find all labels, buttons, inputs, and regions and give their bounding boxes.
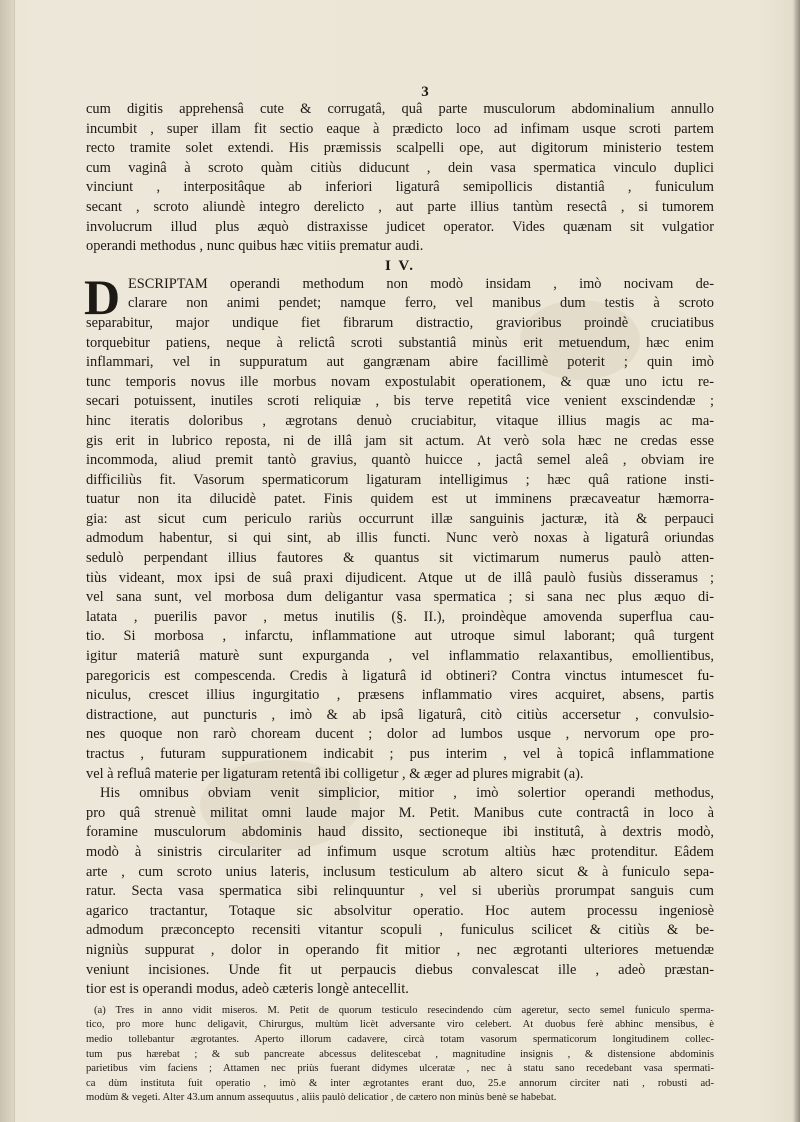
drop-cap: D (84, 268, 121, 325)
text-line: incumbit , super illam fit sectio eaque à prædicto loco ad infimam usque scroti partem (86, 120, 714, 137)
text-line: modùm & vegeti. Alter 43.um annum assequutus , aliis paulò delicatior , de cætero non minùs benè se habebat. (86, 1092, 557, 1104)
text-line: pro quâ strenuè militat omni laude major M. Petit. Manibus cute contractâ in loco à (86, 804, 714, 821)
text-line: gia: ast sicut cum periculo rariùs occurrunt illæ sanguinis jacturæ, ità & perpauci (86, 510, 714, 527)
text-line: vel à refluâ materie per ligaturam retentâ ibi colligetur , & æger ad plures migrabit (a). (86, 765, 584, 782)
text-line: paregoricis est compescenda. Credis à ligaturâ id obtineri? Contra vinctus intumescet fu- (86, 667, 714, 684)
text-line: niculus, crescet illius ingurgitatio , præsens inflammatio vires acquiret, absens, partis (86, 687, 714, 704)
text-line: ratur. Secta vasa spermatica sibi relinquuntur , vel si uberiùs prorumpat sanguis cum (86, 883, 714, 900)
text-line: distractione, aut puncturis , imò & ab ipsâ ligaturâ, citò citiùs accersetur , convulsio- (86, 706, 714, 723)
text-line: foramine musculorum abdominis haud dissito, sectioneque ibi institutâ, à dextris modò, (86, 824, 714, 841)
text-line: igitur materiâ maturè sunt expurganda , vel inflammatio relaxantibus, emollientibus, (86, 648, 714, 665)
text-line: involucrum illud plus æquò distraxisse judicet operator. Vides quænam sit vulgatior (86, 218, 714, 235)
text-line: medio tollebantur ægrotantes. Aperto illorum cadavere, circà totam vasorum spermaticorum longitudinem collec- (86, 1033, 714, 1045)
text-line: operandi methodus , nunc quibus hæc vitiis prematur audi. (86, 238, 424, 255)
text-line: arte , cum scroto unius lateris, inclusum testiculum ab altero sicut & à funiculo sepa- (86, 863, 714, 880)
petit-paragraph (86, 784, 714, 1000)
text-line: tum pus hærebat ; & sub pancreate abcessus delitescebat , magnitudine insignis , & distensione abdominis (86, 1048, 714, 1060)
text-line: separabitur, major undique fiet fibrarum distractio, gravioribus proindè cruciatibus (86, 314, 714, 331)
text-line: His omnibus obviam venit simplicior, mitior , imò solertior operandi methodus, (100, 785, 714, 802)
section-body (84, 268, 714, 784)
text-line: torquebitur patiens, neque à relictâ scroti substantiâ minùs erit metuendum, hæc enim (86, 334, 714, 351)
text-line: secari potuissent, inutiles scroti reliquiæ , bis terve repetitâ vice venient exscindendæ ; (86, 393, 714, 410)
section-paragraph (84, 268, 714, 784)
text-block (86, 84, 714, 1106)
text-line: inflammari, vel in suppuratum aut gangrænam abire facillimè poterit ; quin imò (86, 354, 714, 371)
intro-paragraph (86, 100, 714, 257)
text-line: tunc temporis novus ille morbus novam expostulabit operationem, & quæ uno ictu re- (86, 373, 714, 390)
text-line: nes quoque non rarò choream ducent ; dolor ad lumbos usque , nervorum ope pro- (86, 726, 714, 743)
text-line: secant , scroto aliundè integro derelicto , aut parte illius tantùm resectâ , si tumorem (86, 198, 714, 215)
text-line: parietibus vim faciens ; Attamen nec priùs fuerant didymes ulceratæ , nec à statu sano recedebant vasa spermati- (86, 1063, 714, 1075)
text-line: admodum habentur, si qui sint, ab illis functi. Nunc verò noxas à ligaturâ oriundas (86, 530, 714, 547)
text-line: gis erit in lubrico reposta, ni de illâ jam sit actum. At verò sola hæc ne credas esse (86, 432, 714, 449)
page-binding (0, 0, 15, 1122)
text-line: hinc iteratis doloribus , ægrotans denuò cruciabitur, vitaque illius magis ac ma- (86, 412, 714, 429)
text-line: admodum præconcepto recensiti vitantur scopuli , funiculus scilicet & citiùs & be- (86, 922, 714, 939)
text-line: ESCRIPTAM operandi methodum non modò insidam , imò nocivam de- (128, 275, 714, 292)
page-edge (794, 0, 800, 1122)
text-line: tiùs videant, mox ipsi de suâ praxi dijudicent. Atque ut de illâ paulò fusiùs disseramus ; (86, 569, 714, 586)
text-line: latata , puerilis pavor , metus inutilis (§. II.), proindèque amovenda superflua cau- (86, 608, 714, 625)
text-line: vinciunt , interpositâque ab inferiori ligaturâ semipollicis distantiâ , funiculum (86, 179, 714, 196)
text-line: cum digitis apprehensâ cute & corrugatâ, quâ parte musculorum abdominalium annullo (86, 101, 714, 117)
text-line: tio. Si morbosa , infarctu, inflammatione aut utroque simul laborant; quâ turgent (86, 628, 714, 645)
text-line: clarare non animi pendet; namque ferro, vel manibus dum testis à scroto (128, 295, 714, 312)
text-line: tico, pro more hunc deligavit, Chirurgus, multùm licèt adversante viro celebert. At duobus ferè abhinc mensibus, è (86, 1019, 714, 1031)
text-line: tior est is operandi modus, adeò cæteris longè antecellit. (86, 981, 409, 998)
text-line: vel sana sunt, vel morbosa dum deligantur vasa spermatica ; si sana nec plus æquo di- (86, 589, 714, 606)
page-number: 3 (421, 84, 429, 100)
text-line: difficiliùs fit. Vasorum spermaticorum ligaturam intelligimus ; hæc quâ ratione insti- (86, 471, 714, 488)
text-line: sedulò perpendant illius fautores & quantus sit victimarum numerus paulò atten- (86, 550, 714, 567)
text-line: (a) Tres in anno vidit miseros. M. Petit de quorum testiculo resecindendo cùm ageretur, secto semel funiculo sperma- (94, 1004, 714, 1016)
section-heading: I V. (385, 257, 415, 274)
text-line: cum vaginâ à scroto quàm citiùs diducunt , dein vasa spermatica vinculo duplici (86, 159, 714, 176)
text-line: nigniùs suppurat , dolor in operando fit mitior , nec ægrotanti ulteriores metuendæ (86, 941, 714, 958)
text-line: modò à sinistris circulariter ad infimum usque scrotum altiùs hæc protenditur. Eâdem (86, 843, 714, 860)
text-line: veniunt incisiones. Unde fit ut perpaucis diebus convalescat ille , adeò præstan- (86, 961, 714, 978)
text-line: incommoda, aliud premit tantò gravius, quantò huicce , jactâ semel aleâ , obviam ire (86, 452, 714, 469)
text-line: tractus , futuram suppurationem indicabit ; pus interim , vel à topicâ inflammatione (86, 746, 714, 762)
text-line: agarico tractantur, Totaque sic absolvitur operatio. Hoc autem processu ingeniosè (86, 902, 714, 919)
text-line: ca dùm instituta fuit operatio , imò & inter ægrotantes erant duo, 25.e annorum circiter nati , robusti ad- (86, 1077, 714, 1089)
text-line: tuatur non ita dilucidè patet. Finis quidem est ut imminens præcaveatur hæmorra- (86, 491, 714, 508)
text-line: recto tramite solet extendi. His præmissis scalpelli ope, aut digitorum ministerio testem (86, 140, 714, 157)
footnote (86, 1004, 714, 1106)
